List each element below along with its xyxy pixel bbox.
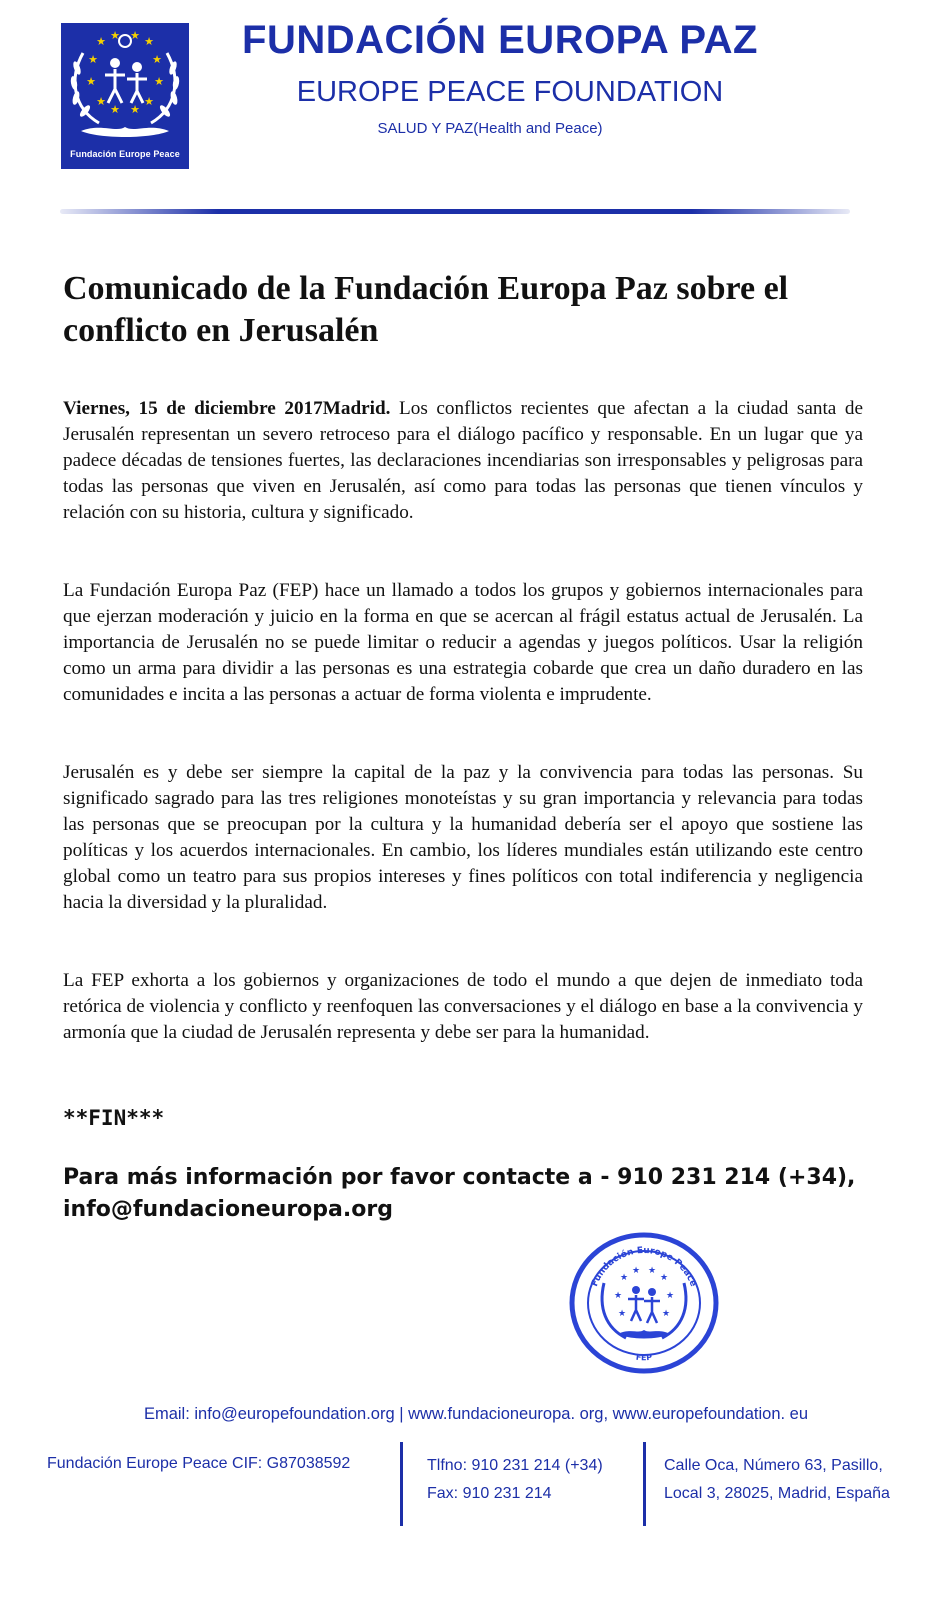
footer-separator <box>643 1442 646 1526</box>
paragraph-2: La Fundación Europa Paz (FEP) hace un llamado a todos los grupos y gobiernos internacionales para que ejerzan moderación y juicio en la forma en que se acercan al frágil estatus actual de Jerusalén. La importancia de Jerusalén no se puede limitar o reducir a agendas y juegos políticos. Usar la religión como un arma para dividir a las personas es una estrategia cobarde que crea un daño duradero en las comunidades e incita a las personas a actuar de forma violenta e imprudente. <box>63 580 863 705</box>
svg-text:★: ★ <box>110 103 120 116</box>
org-tagline: SALUD Y PAZ(Health and Peace) <box>377 120 603 137</box>
svg-text:★: ★ <box>96 95 106 108</box>
footer-phone: Tlfno: 910 231 214 (+34) <box>427 1457 603 1474</box>
svg-text:★: ★ <box>110 29 120 42</box>
svg-text:★: ★ <box>152 53 162 66</box>
footer-phones <box>427 1452 603 1508</box>
contact-info: Para más información por favor contacte a - 910 231 214 (+34), info@fundacioneuropa.org <box>63 1165 856 1222</box>
paragraph-3: Jerusalén es y debe ser siempre la capital de la paz y la convivencia para todas las personas. Su significado sagrado para las tres religiones monoteístas y su gran importancia y relevancia para todas las personas que se preocupan por la cultura y la humanidad debería ser el apoyo que sostiene las políticas y los acuerdos internacionales. En cambio, los líderes mundiales están utilizando este centro global como un teatro para sus propios intereses y fines políticos con total indiferencia y negligencia hacia la diversidad y la pluralidad. <box>63 762 863 913</box>
svg-text:FEP <box>635 1353 652 1363</box>
svg-text:★: ★ <box>613 1291 623 1301</box>
foundation-logo <box>61 23 189 169</box>
footer-address-line-1: Calle Oca, Número 63, Pasillo, <box>664 1457 883 1474</box>
svg-text:★: ★ <box>88 53 98 66</box>
document-title: Comunicado de la Fundación Europa Paz sobre el conflicto en Jerusalén <box>63 270 789 349</box>
logo-emblem-icon <box>61 23 189 169</box>
svg-text:★: ★ <box>619 1273 629 1283</box>
svg-text:★: ★ <box>144 95 154 108</box>
svg-text:★: ★ <box>96 35 106 48</box>
footer-web-line: Email: info@europefoundation.org | www.fundacioneuropa. org, www.europefoundation. eu <box>143 1405 809 1423</box>
svg-text:★: ★ <box>665 1291 675 1301</box>
svg-text:★: ★ <box>631 1266 641 1276</box>
stamp-seal-icon <box>564 1228 724 1378</box>
svg-text:★: ★ <box>130 29 140 42</box>
paragraph-4: La FEP exhorta a los gobiernos y organizaciones de todo el mundo a que dejen de inmediato toda retórica de violencia y conflicto y reenfoquen las conversaciones y el diálogo en base a la convivencia y armonía que la ciudad de Jerusalén representa y debe ser para la humanidad. <box>63 970 863 1043</box>
svg-text:★: ★ <box>647 1266 657 1276</box>
svg-text:★: ★ <box>617 1309 627 1319</box>
foundation-stamp <box>564 1228 724 1383</box>
svg-text:★: ★ <box>154 75 164 88</box>
svg-text:★: ★ <box>130 103 140 116</box>
paragraph-1-text: Los conflictos recientes que afectan a la ciudad santa de Jerusalén representan un severo retroceso para el diálogo pacífico y responsable. En un lugar que ya padece décadas de tensiones fuertes, las declaraciones incendiarias son irresponsables y peligrosas para todas las personas que viven en Jerusalén, así como para todas las personas que tienen vínculos y relación con su historia, cultura y significado. <box>63 398 864 523</box>
footer-fax: Fax: 910 231 214 <box>427 1485 552 1502</box>
svg-text:★: ★ <box>661 1309 671 1319</box>
dateline: Viernes, 15 de diciembre 2017Madrid. <box>63 398 391 419</box>
end-marker: **FIN*** <box>63 1106 165 1130</box>
org-name-spanish: FUNDACIÓN EUROPA PAZ <box>242 18 758 62</box>
svg-text:★: ★ <box>86 75 96 88</box>
svg-text:★: ★ <box>144 35 154 48</box>
stamp-text-top: Fundación Europe Peace <box>590 1245 698 1289</box>
footer-cif: Fundación Europe Peace CIF: G87038592 <box>47 1455 351 1472</box>
footer-address-line-2: Local 3, 28025, Madrid, España <box>664 1485 890 1502</box>
paragraph-1 <box>63 396 863 526</box>
header-divider <box>60 209 850 214</box>
logo-caption: Fundación Europe Peace <box>70 149 180 159</box>
svg-text:Fundación Europe Peace <box>590 1246 698 1288</box>
org-name-english: EUROPE PEACE FOUNDATION <box>296 76 724 108</box>
footer-separator <box>400 1442 403 1526</box>
svg-text:★: ★ <box>659 1273 669 1283</box>
footer-address <box>664 1452 890 1508</box>
stamp-text-bottom: FEP <box>635 1352 653 1363</box>
